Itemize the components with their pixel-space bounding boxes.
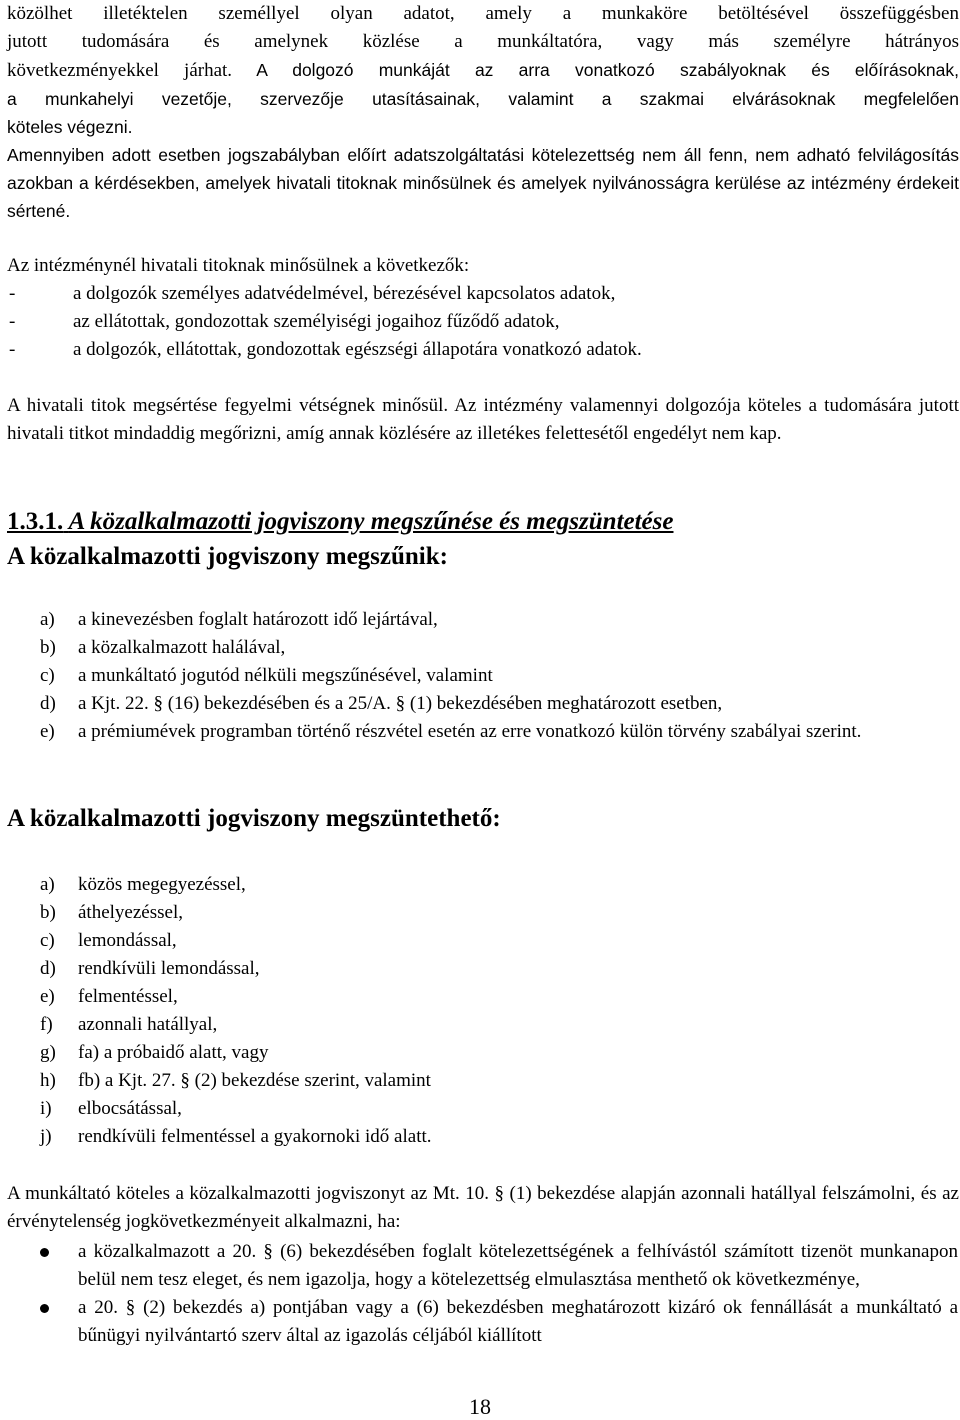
page-number: 18 <box>469 1394 491 1419</box>
list-marker: d) <box>40 958 56 979</box>
list-marker: b) <box>40 637 56 658</box>
list-item-text: a dolgozók, ellátottak, gondozottak egészségi állapotára vonatkozó adatok. <box>73 339 642 360</box>
list-item-text: a Kjt. 22. § (16) bekezdésében és a 25/A. § (1) bekezdésében meghatározott esetben, <box>78 693 723 714</box>
list-item-text: lemondással, <box>78 930 177 951</box>
bullet-icon <box>40 1248 49 1257</box>
dash-mark: - <box>9 311 16 332</box>
heading-megszuntetheto: A közalkalmazotti jogviszony megszüntethető: <box>7 805 501 832</box>
list-item-text: a prémiumévek programban történő részvétel esetén az erre vonatkozó külön törvény szabályai szerint. <box>78 721 862 742</box>
list-item-text: azonnali hatállyal, <box>78 1014 218 1035</box>
top-line-4: a munkahelyi vezetője, szervezője utasításainak, valamint a szakmai elvárásoknak megfelelően <box>7 89 959 109</box>
heading-megszunik: A közalkalmazotti jogviszony megszűnik: <box>7 543 448 570</box>
list-item-text: a közalkalmazott halálával, <box>78 637 286 658</box>
list-item <box>40 1039 958 1067</box>
list-marker: e) <box>40 721 55 742</box>
section-heading <box>7 508 673 536</box>
list-marker: i) <box>40 1098 52 1119</box>
list-item-text: fb) a Kjt. 27. § (2) bekezdése szerint, valamint <box>78 1070 431 1091</box>
top-paragraph <box>7 0 959 141</box>
list-item-text: fa) a próbaidő alatt, vagy <box>78 1042 269 1063</box>
amennyiben-paragraph: Amennyiben adott esetben jogszabályban előírt adatszolgáltatási kötelezettség nem áll fenn, nem adható felvilágosítás azokban a kérdésekben, amelyek hivatali titoknak minősülnek és amelyek nyilvánosságra kerülése az intézmény érdekeit sértené. <box>7 145 959 221</box>
list-item-text: a 20. § (2) bekezdés a) pontjában vagy a (6) bekezdésben meghatározott kizáró ok fennállását a munkáltató a bűnügyi nyilvántartó szerv által az igazolás céljából kiállított <box>78 1297 958 1346</box>
list-item <box>7 336 947 364</box>
top-line-3-sans: A dolgozó munkáját az arra vonatkozó szabályoknak és előírásoknak, <box>232 60 960 80</box>
list-item <box>40 718 958 746</box>
list-item <box>40 899 958 927</box>
megszuntetheto-list <box>40 871 958 1151</box>
list-item-text: a kinevezésben foglalt határozott idő lejártával, <box>78 609 438 630</box>
list-item-text: rendkívüli lemondással, <box>78 958 260 979</box>
list-marker: j) <box>40 1126 52 1147</box>
list-marker: h) <box>40 1070 56 1091</box>
list-marker: g) <box>40 1042 56 1063</box>
list-item-text: a közalkalmazott a 20. § (6) bekezdésében foglalt kötelezettségének a felhívástól számított tizenöt munkanapon belül nem tesz eleget, és nem igazolja, hogy a kötelezettség elmulasztása menthető ok következménye, <box>78 1241 958 1290</box>
titok-intro: Az intézménynél hivatali titoknak minősülnek a következők: <box>7 255 470 276</box>
list-item <box>40 690 958 718</box>
list-item <box>40 1067 958 1095</box>
megsertese-paragraph: A hivatali titok megsértése fegyelmi vétségnek minősül. Az intézmény valamennyi dolgozója köteles a tudomására jutott hivatali titkot mindaddig megőrizni, amíg annak közlésére az illetékes felettesétől engedélyt nem kap. <box>7 395 959 444</box>
list-item <box>40 1123 958 1151</box>
list-item <box>7 308 947 336</box>
list-item-text: az ellátottak, gondozottak személyiségi jogaihoz fűződő adatok, <box>73 311 560 332</box>
list-marker: d) <box>40 693 56 714</box>
top-line-3 <box>7 56 959 85</box>
list-marker: e) <box>40 986 55 1007</box>
list-item-text: elbocsátással, <box>78 1098 182 1119</box>
list-item <box>40 983 958 1011</box>
list-item <box>40 927 958 955</box>
munkaltato-paragraph: A munkáltató köteles a közalkalmazotti jogviszonyt az Mt. 10. § (1) bekezdése alapján azonnali hatállyal felszámolni, és az érvénytelenség jogkövetkezményeit alkalmazni, ha: <box>7 1183 959 1232</box>
list-item-text: áthelyezéssel, <box>78 902 183 923</box>
list-item-text: közös megegyezéssel, <box>78 874 246 895</box>
list-item <box>40 1095 958 1123</box>
titok-list <box>7 280 947 364</box>
list-item <box>40 955 958 983</box>
bullet-icon <box>40 1304 49 1313</box>
list-marker: c) <box>40 930 55 951</box>
list-marker: a) <box>40 874 55 895</box>
list-item-text: a dolgozók személyes adatvédelmével, bérezésével kapcsolatos adatok, <box>73 283 616 304</box>
list-marker: f) <box>40 1014 53 1035</box>
dash-mark: - <box>9 283 16 304</box>
top-line-5: köteles végezni. <box>7 117 133 137</box>
list-marker: a) <box>40 609 55 630</box>
section-title: A közalkalmazotti jogviszony megszűnése és megszüntetése <box>68 508 674 535</box>
list-item <box>40 606 958 634</box>
megszunik-list <box>40 606 958 746</box>
list-marker: b) <box>40 902 56 923</box>
list-item-text: a munkáltató jogutód nélküli megszűnésével, valamint <box>78 665 493 686</box>
top-line-3-serif: következményekkel járhat. <box>7 60 233 81</box>
list-item <box>7 280 947 308</box>
section-number: 1.3.1. <box>7 508 64 535</box>
list-item <box>40 1011 958 1039</box>
list-item <box>40 662 958 690</box>
list-item <box>38 1294 958 1350</box>
top-line-2: jutott tudomására és amelynek közlése a munkáltatóra, vagy más személyre hátrányos <box>7 31 959 52</box>
list-item-text: felmentéssel, <box>78 986 178 1007</box>
list-item <box>40 634 958 662</box>
list-marker: c) <box>40 665 55 686</box>
list-item <box>38 1238 958 1294</box>
dash-mark: - <box>9 339 16 360</box>
bullet-list <box>38 1238 958 1350</box>
top-line-1: közölhet illetéktelen személlyel olyan adatot, amely a munkaköre betöltésével összefüggésben <box>7 3 959 24</box>
list-item <box>40 871 958 899</box>
list-item-text: rendkívüli felmentéssel a gyakornoki idő alatt. <box>78 1126 432 1147</box>
